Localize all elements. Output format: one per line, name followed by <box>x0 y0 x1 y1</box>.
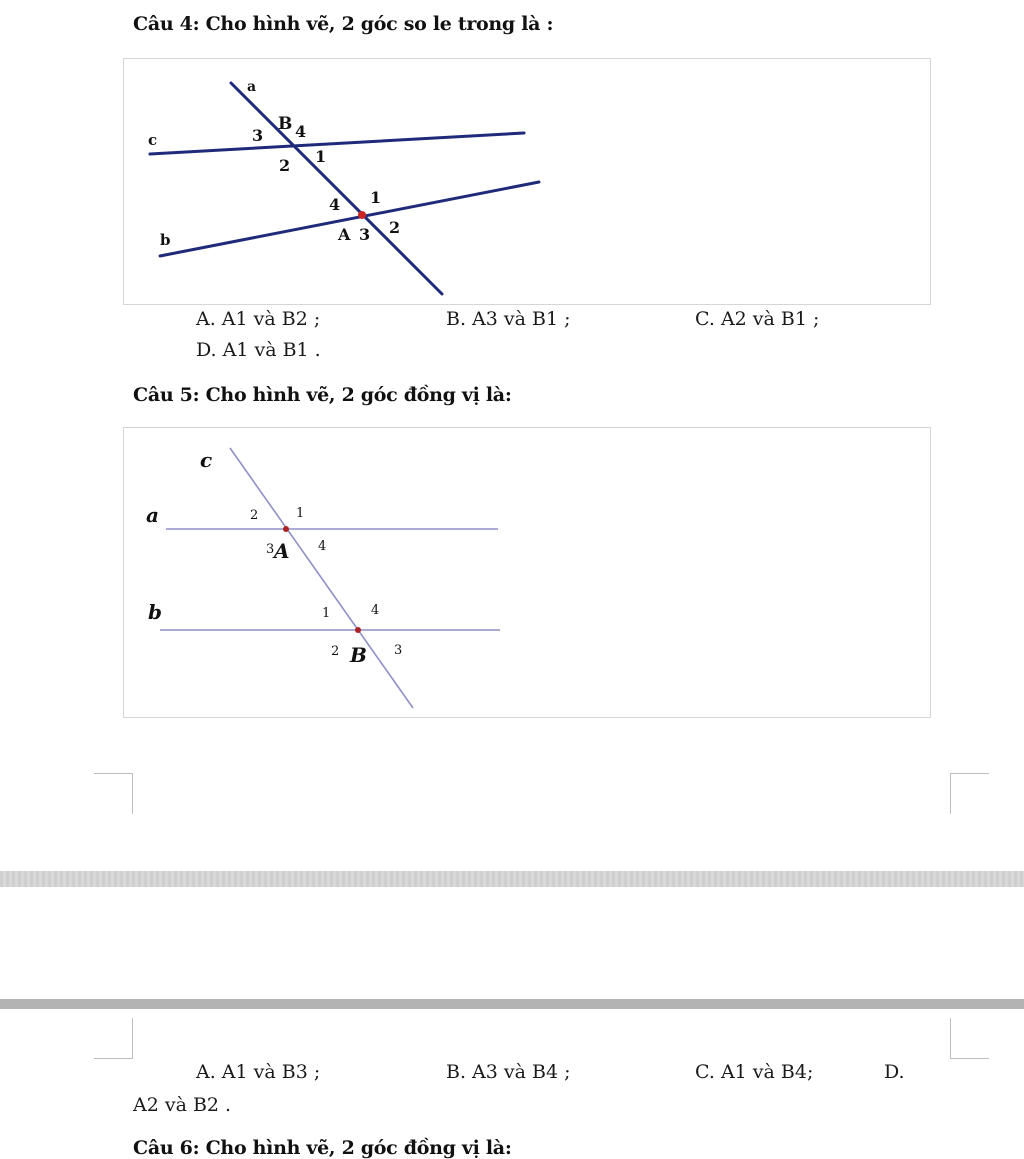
label-line-b: b <box>148 600 162 624</box>
line-c <box>230 448 413 708</box>
label-point-b: B <box>278 114 293 134</box>
label-angle-a2: 2 <box>389 218 401 237</box>
margin-corner-top-right <box>950 1018 989 1059</box>
margin-corner-top-left <box>94 1018 133 1059</box>
label-point-a: A <box>274 539 290 563</box>
q4-option-c: C. A2 và B1 ; <box>695 308 820 330</box>
point-a-dot <box>358 211 366 219</box>
label-angle-b3: 3 <box>394 643 403 658</box>
q5-option-c: C. A1 và B4; <box>695 1061 814 1083</box>
q5-option-a: A. A1 và B3 ; <box>196 1061 321 1083</box>
line-b <box>160 182 539 256</box>
label-angle-a4: 4 <box>329 195 341 214</box>
q4-option-b: B. A3 và B1 ; <box>446 308 571 330</box>
question-4-figure <box>123 58 931 305</box>
label-angle-a4: 4 <box>318 539 327 554</box>
q4-option-d: D. A1 và B1 . <box>196 339 321 361</box>
parallel-lines-diagram-q5 <box>124 428 930 717</box>
page-edge-bar <box>0 999 1024 1009</box>
question-4-title: Câu 4: Cho hình vẽ, 2 góc so le trong là : <box>133 13 554 35</box>
q5-option-d-text: A2 và B2 . <box>133 1094 232 1116</box>
q5-option-b: B. A3 và B4 ; <box>446 1061 571 1083</box>
margin-corner-bottom-right <box>950 773 989 814</box>
label-line-c: c <box>200 448 213 472</box>
label-angle-b2: 2 <box>279 156 291 175</box>
line-a <box>231 83 442 294</box>
label-angle-b2: 2 <box>331 644 340 659</box>
label-line-a: a <box>247 79 257 95</box>
label-angle-a3: 3 <box>266 542 275 557</box>
page-break-gap <box>0 871 1024 1009</box>
question-6-title: Câu 6: Cho hình vẽ, 2 góc đồng vị là: <box>133 1137 512 1159</box>
label-angle-b1: 1 <box>315 147 327 166</box>
label-point-b: B <box>350 643 367 667</box>
label-line-a: a <box>146 503 159 527</box>
question-5-figure <box>123 427 931 718</box>
question-5-title: Câu 5: Cho hình vẽ, 2 góc đồng vị là: <box>133 384 512 406</box>
label-angle-b4: 4 <box>295 122 307 141</box>
label-angle-b4: 4 <box>371 603 380 618</box>
margin-corner-bottom-left <box>94 773 133 814</box>
line-c <box>150 133 524 154</box>
parallel-lines-diagram-q4 <box>124 59 930 304</box>
label-angle-a1: 1 <box>370 188 382 207</box>
label-angle-a1: 1 <box>296 506 305 521</box>
q5-option-d-prefix: D. <box>884 1061 905 1083</box>
label-angle-b1: 1 <box>322 606 331 621</box>
page-gap-shade <box>0 871 1024 887</box>
point-b-dot <box>355 627 361 633</box>
label-point-a: A <box>338 225 351 244</box>
point-a-dot <box>283 526 289 532</box>
label-line-b: b <box>160 231 171 249</box>
label-line-c: c <box>148 131 158 149</box>
label-angle-b3: 3 <box>252 126 264 145</box>
q4-option-a: A. A1 và B2 ; <box>196 308 321 330</box>
label-angle-a2: 2 <box>250 508 259 523</box>
label-angle-a3: 3 <box>359 225 371 244</box>
